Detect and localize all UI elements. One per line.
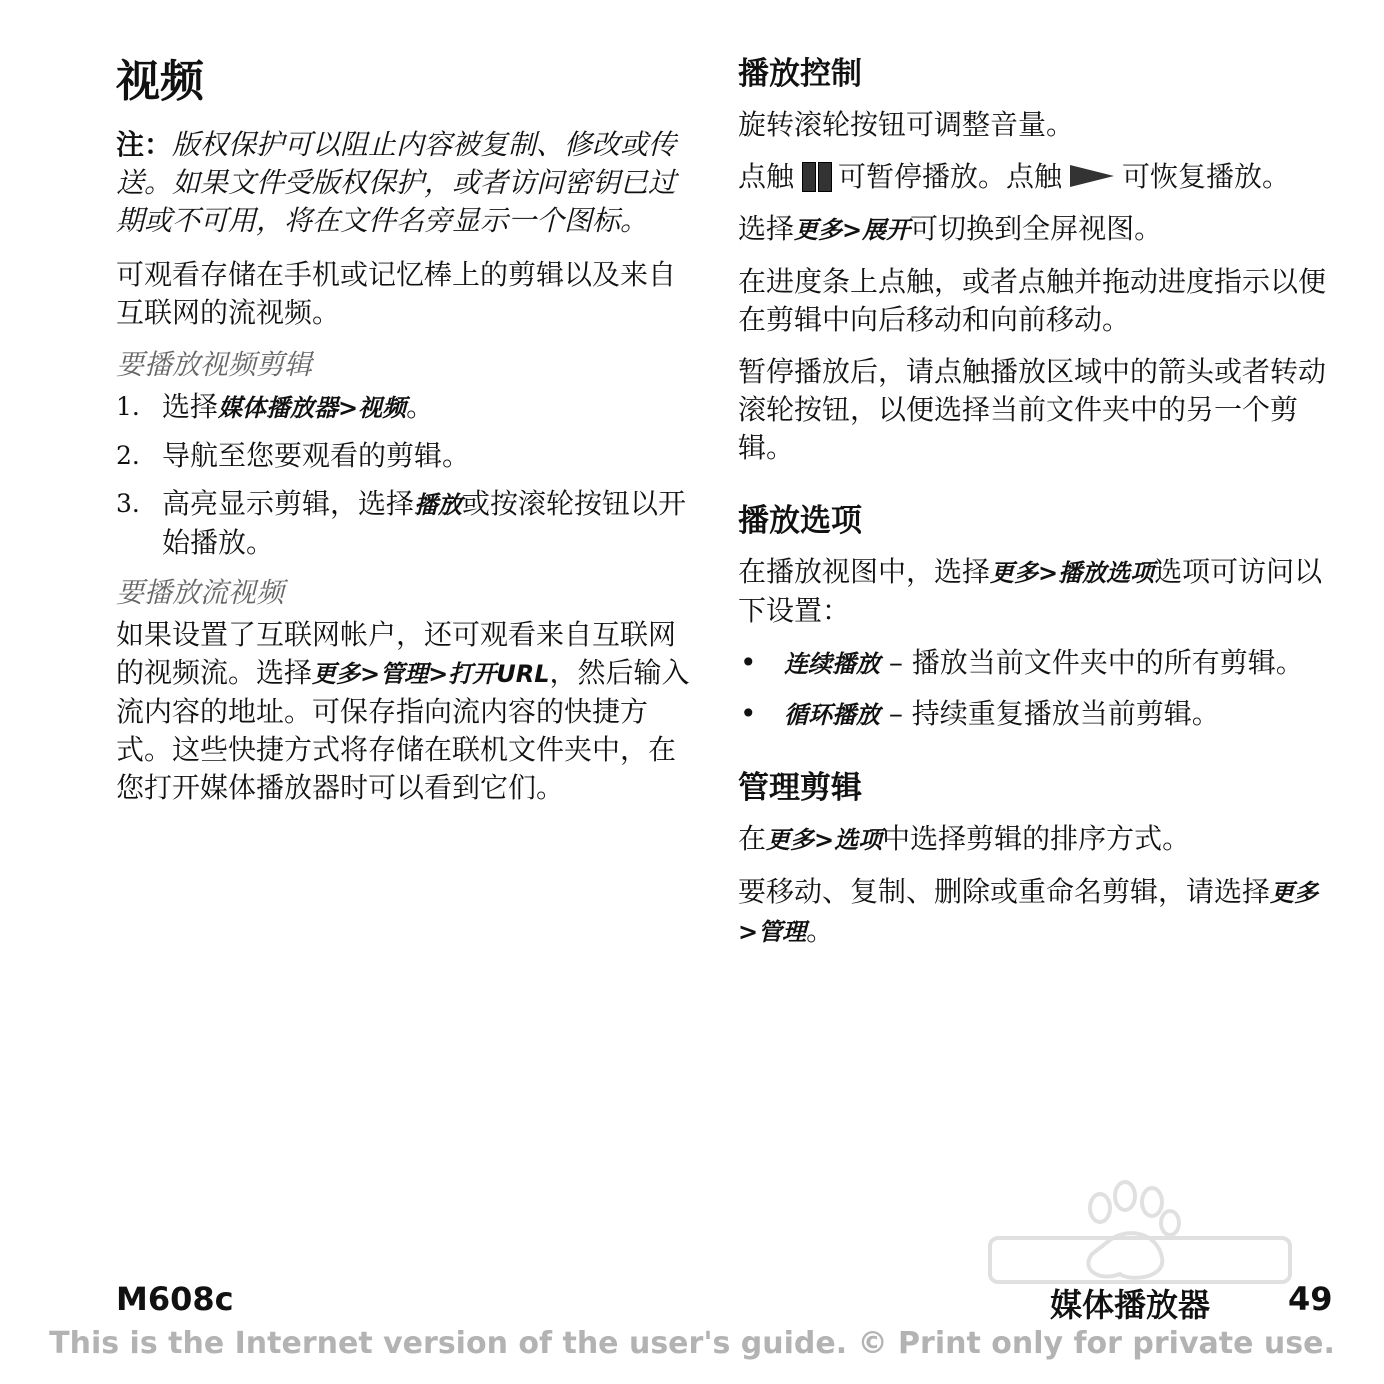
- intro-paragraph: 可观看存储在手机或记忆棒上的剪辑以及来自互联网的流视频。: [116, 258, 677, 329]
- step-text-end: 或按滚轮按钮以开始播放。: [162, 487, 687, 559]
- move-command: 更多>管理: [738, 879, 1319, 946]
- option-command: 连续播放: [784, 650, 880, 678]
- move-paragraph: [738, 873, 1328, 951]
- options-command: 更多>播放选项: [990, 559, 1155, 587]
- page-title: 视频: [116, 56, 204, 107]
- fullscreen-text-end: 可切换到全屏视图。: [910, 212, 1163, 245]
- stream-text-end: ，然后输入流内容的地址。可保存指向流内容的快捷方式。这些快捷方式将存储在联机文件夹中，在您打开媒体播放器时可以看到它们。: [116, 656, 690, 804]
- play-clip-heading: 要播放视频剪辑: [116, 348, 313, 381]
- options-list: [738, 644, 1328, 734]
- sort-text: 在: [738, 822, 767, 855]
- playback-heading: 播放控制: [738, 56, 862, 92]
- bullet-icon: •: [740, 697, 757, 730]
- options-paragraph: [738, 553, 1328, 630]
- sort-paragraph: [738, 820, 1328, 859]
- pause-paragraph: [738, 158, 1328, 196]
- step-item: [116, 388, 700, 427]
- left-column: [116, 52, 700, 821]
- right-column: [738, 52, 1328, 965]
- move-text-end: 。: [806, 914, 835, 947]
- option-text: – 持续重复播放当前剪辑。: [880, 697, 1220, 730]
- step-number: 1.: [116, 392, 140, 421]
- option-command: 循环播放: [784, 701, 880, 729]
- step-text: 高亮显示剪辑，选择: [162, 487, 415, 520]
- note-text: 版权保护可以阻止内容被复制、修改或传送。如果文件受版权保护，或者访问密钥已过期或不可用，将在文件名旁显示一个图标。: [116, 128, 677, 237]
- paused-paragraph: 暂停播放后，请点触播放区域中的箭头或者转动滚轮按钮，以便选择当前文件夹中的另一个剪辑。: [738, 355, 1327, 464]
- fullscreen-text: 选择: [738, 212, 795, 245]
- play-icon: [1070, 165, 1114, 187]
- stream-command: 更多>管理>打开URL: [312, 660, 550, 688]
- stream-text: 如果设置了互联网帐户，还可观看来自互联网的视频流。选择: [116, 618, 677, 689]
- step-command: 媒体播放器>视频: [218, 394, 407, 422]
- stream-paragraph: [116, 616, 700, 807]
- page-number: 49: [1288, 1280, 1333, 1318]
- pause-icon: [802, 162, 832, 190]
- step-number: 3.: [116, 489, 140, 518]
- sort-text-end: 中选择剪辑的排序方式。: [882, 822, 1191, 855]
- step-item: [116, 485, 700, 562]
- manage-heading: 管理剪辑: [738, 770, 862, 806]
- sort-command: 更多>选项: [766, 826, 883, 854]
- fullscreen-paragraph: [738, 210, 1328, 249]
- step-text-end: 。: [406, 390, 435, 423]
- footer-model: M608c: [116, 1280, 234, 1318]
- list-item: [738, 695, 1328, 734]
- volume-paragraph: 旋转滚轮按钮可调整音量。: [738, 108, 1075, 141]
- step-text: 选择: [162, 390, 219, 423]
- options-text: 在播放视图中，选择: [738, 555, 991, 588]
- pause-text-post: 可恢复播放。: [1122, 160, 1291, 193]
- options-text-end: 选项可访问以下设置：: [738, 555, 1323, 627]
- step-text: 导航至您要观看的剪辑。: [162, 439, 471, 472]
- move-text: 要移动、复制、删除或重命名剪辑，请选择: [738, 875, 1271, 908]
- copyright-note: [116, 126, 700, 240]
- option-text: – 播放当前文件夹中的所有剪辑。: [880, 646, 1304, 679]
- list-item: [738, 644, 1328, 683]
- step-command: 播放: [414, 491, 463, 519]
- step-number: 2.: [116, 441, 140, 470]
- progress-paragraph: 在进度条上点触，或者点触并拖动进度指示以便在剪辑中向后移动和向前移动。: [738, 265, 1327, 336]
- pause-text-pre: 点触: [738, 160, 795, 193]
- footer-section-title: 媒体播放器: [1050, 1286, 1211, 1324]
- options-heading: 播放选项: [738, 503, 862, 539]
- disclaimer: This is the Internet version of the user's guide. © Print only for private use.: [49, 1326, 1335, 1361]
- note-label: 注：: [116, 128, 173, 161]
- pause-text-mid: 可暂停播放。点触: [838, 160, 1063, 193]
- fullscreen-command: 更多>展开: [794, 216, 911, 244]
- stream-heading: 要播放流视频: [116, 576, 285, 609]
- bullet-icon: •: [740, 646, 757, 679]
- play-clip-steps: [116, 388, 700, 562]
- step-item: [116, 437, 700, 475]
